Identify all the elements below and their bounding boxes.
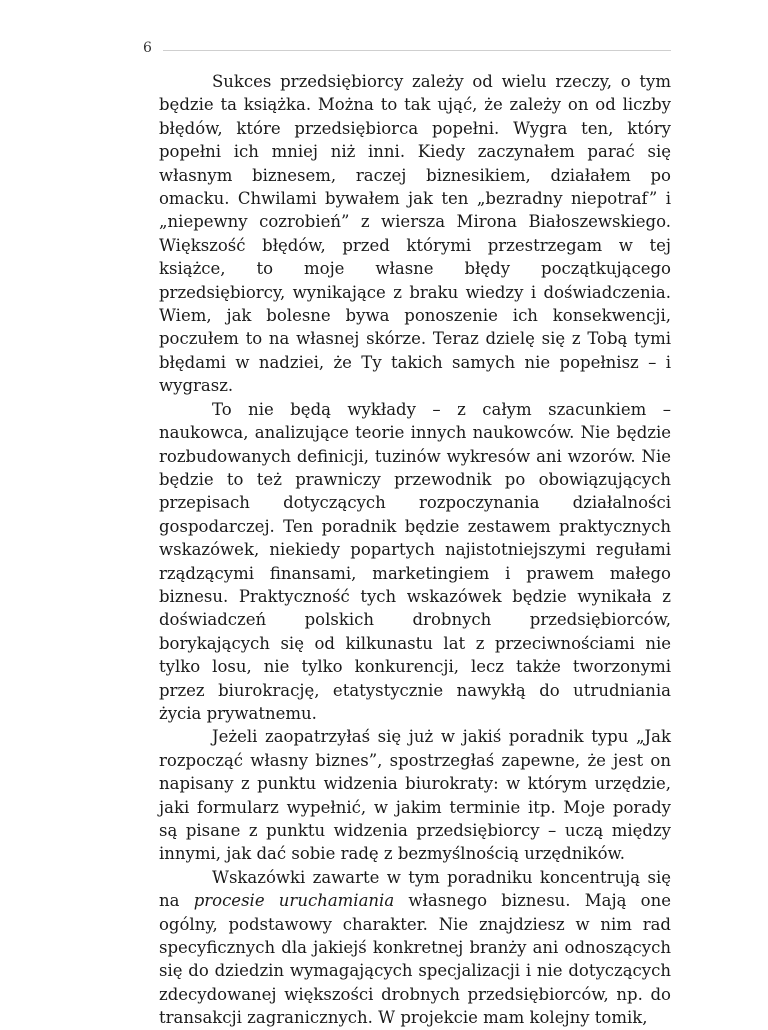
page-header bbox=[143, 40, 671, 60]
emphasis-text: procesie uruchamiania bbox=[193, 891, 395, 911]
paragraph: Sukces przedsiębiorcy zależy od wielu rzeczy, o tym będzie ta książka. Można to tak ująć, że zależy on od liczby błędów, które przedsiębiorca popełni. Wygra ten, który popełni ich mniej niż inni. Kiedy zaczynałem parać się własnym biznesem, raczej biznesikiem, działałem po omacku. Chwilami bywałem jak ten „bezradny niepotraf” i „niepewny cozrobień” z wiersza Mirona Białoszewskiego. Większość błędów, przed którymi przestrzegam w tej książce, to moje własne błędy początkującego przedsiębiorcy, wynikające z braku wiedzy i doświadczenia. Wiem, jak bolesne bywa ponoszenie ich konsekwencji, poczułem to na własnej skórze. Teraz dzielę się z Tobą tymi błędami w nadziei, że Ty takich samych nie popełnisz – i wygrasz. bbox=[159, 72, 671, 396]
page-number: 6 bbox=[143, 40, 152, 56]
paragraph bbox=[159, 866, 671, 1030]
paragraph: Jeżeli zaopatrzyłaś się już w jakiś poradnik typu „Jak rozpocząć własny biznes”, spostrzegłaś zapewne, że jest on napisany z punktu widzenia biurokraty: w którym urzędzie, jaki formularz wypełnić, w jakim terminie itp. Moje porady są pisane z punktu widzenia przedsiębiorcy – uczą między innymi, jak dać sobie radę z bezmyślnością urzędników. bbox=[159, 727, 671, 864]
paragraph-text: własnego biznesu. Mają one ogólny, podstawowy charakter. Nie znajdziesz w nim rad specyficznych dla jakiejś konkretnej branży ani odnoszących się do dziedzin wymagających specjalizacji i nie dotyczących zdecydowanej większości drobnych przedsiębiorców, np. do transakcji zagranicznych. W projekcie mam kolejny tomik, bbox=[159, 891, 671, 1028]
body-text bbox=[159, 70, 671, 1030]
paragraph: To nie będą wykłady – z całym szacunkiem – naukowca, analizujące teorie innych naukowców. Nie będzie rozbudowanych definicji, tuzinów wykresów ani wzorów. Nie będzie to też prawniczy przewodnik po obowiązujących przepisach dotyczących rozpoczynania działalności gospodarczej. Ten poradnik będzie zestawem praktycznych wskazówek, niekiedy popartych najistotniejszymi regułami rządzącymi finansami, marketingiem i prawem małego biznesu. Praktyczność tych wskazówek będzie wynikała z doświadczeń polskich drobnych przedsiębiorców, borykających się od kilkunastu lat z przeciwnościami nie tylko losu, nie tylko konkurencji, lecz także tworzonymi przez biurokrację, etatystycznie nawykłą do utrudniania życia prywatnemu. bbox=[159, 399, 671, 723]
paragraph-text: Wskazówki zawarte w tym poradniku koncentrują się na bbox=[159, 867, 671, 911]
header-rule bbox=[163, 50, 671, 51]
